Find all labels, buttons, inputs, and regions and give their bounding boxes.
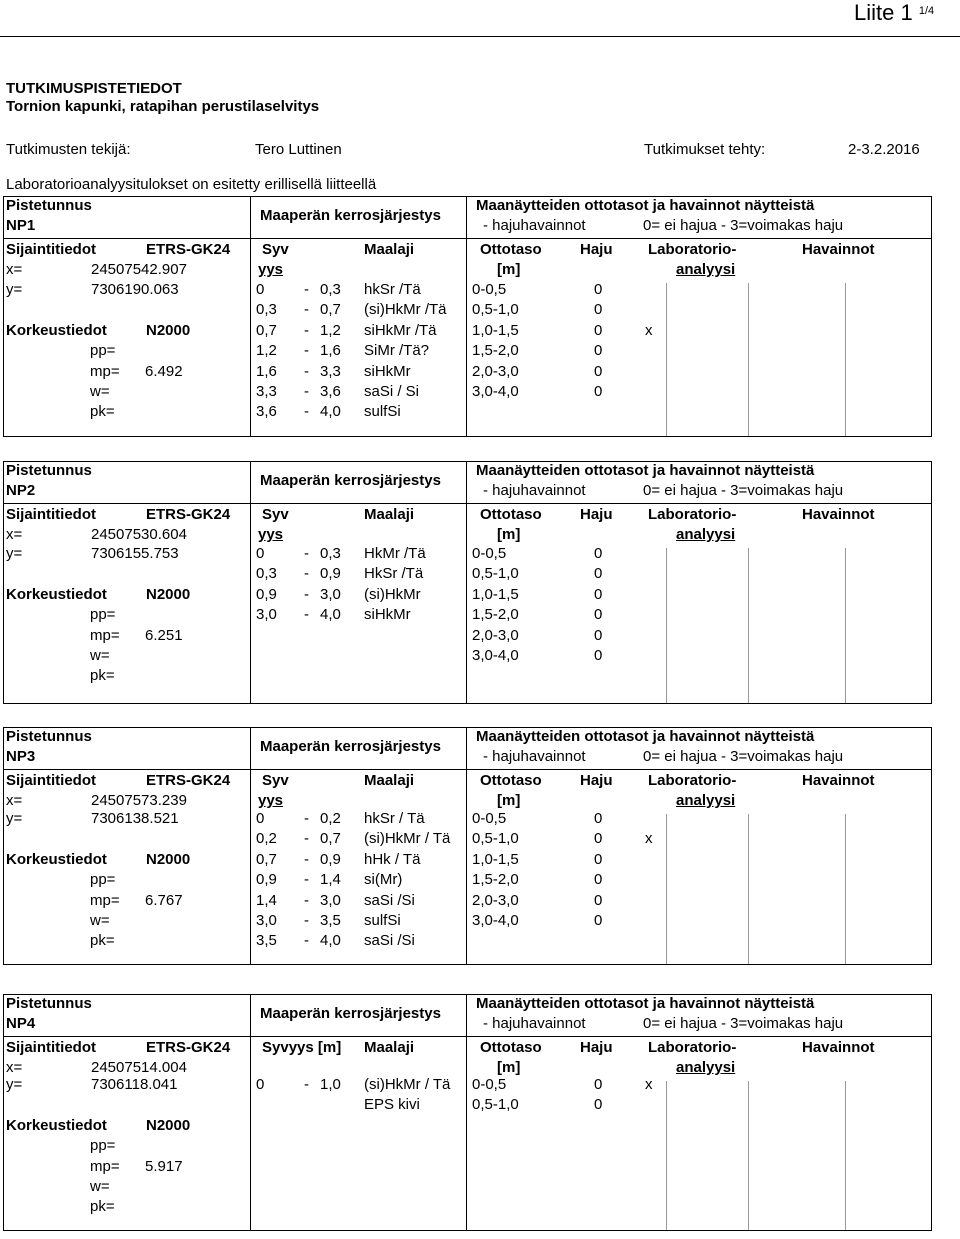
havainnot-heading: Havainnot xyxy=(802,506,875,523)
grid-line xyxy=(748,283,749,436)
korkeustiedot-label: Korkeustiedot xyxy=(6,850,107,868)
header-separator xyxy=(3,238,932,239)
sample-level: 0,5-1,0 xyxy=(472,830,519,848)
sample-level: 0,5-1,0 xyxy=(472,301,519,319)
w-label: w= xyxy=(90,912,110,929)
mp-label: mp= xyxy=(90,891,120,909)
layer-depth-to: 3,6 xyxy=(320,383,341,400)
y-label: y= xyxy=(6,545,23,562)
layer-soil: (si)HkMr xyxy=(364,585,421,603)
layer-dash: - xyxy=(304,545,309,562)
sample-odor: 0 xyxy=(594,850,603,868)
pp-label: pp= xyxy=(90,871,116,889)
w-label: w= xyxy=(90,383,110,400)
havainnot-heading: Havainnot xyxy=(802,772,875,789)
pk-label: pk= xyxy=(90,1198,115,1216)
sijaintitiedot-label: Sijaintitiedot xyxy=(6,506,96,523)
layer-depth-to: 3,5 xyxy=(320,912,341,929)
etrs-label: ETRS-GK24 xyxy=(146,772,231,789)
block-left-border xyxy=(3,727,4,964)
page-number: 1/4 xyxy=(918,5,935,17)
layer-depth-from: 0,7 xyxy=(256,850,277,868)
grid-line xyxy=(748,548,749,703)
layer-soil: siHkMr xyxy=(364,362,411,380)
sample-odor: 0 xyxy=(594,545,603,562)
layer-depth-from: 0 xyxy=(256,810,265,827)
layer-dash: - xyxy=(304,585,309,603)
sample-level: 1,0-1,5 xyxy=(472,585,519,603)
yys-heading: yys xyxy=(258,526,284,543)
maalaji-heading: Maalaji xyxy=(364,1039,415,1056)
layer-depth-to: 1,2 xyxy=(320,321,341,339)
block-right-border xyxy=(931,461,932,703)
m-unit: [m] xyxy=(497,792,521,809)
x-value: 24507573.239 xyxy=(91,792,187,809)
havainnot-heading: Havainnot xyxy=(802,241,875,258)
divider-location xyxy=(250,727,251,964)
hajuhavainnot-label: - hajuhavainnot xyxy=(483,482,586,499)
block-bottom-border xyxy=(3,436,932,437)
layer-dash: - xyxy=(304,810,309,827)
block-left-border xyxy=(3,994,4,1230)
kerrosjarjestys-heading: Maaperän kerrosjärjestys xyxy=(260,1005,441,1022)
pp-label: pp= xyxy=(90,1137,116,1155)
havainnot-heading: Havainnot xyxy=(802,1039,875,1056)
syv-heading: Syv xyxy=(262,772,289,789)
haju-scale: 0= ei hajua - 3=voimakas haju xyxy=(643,1015,844,1032)
sijaintitiedot-label: Sijaintitiedot xyxy=(6,772,96,789)
layer-dash: - xyxy=(304,281,309,298)
y-value: 7306118.041 xyxy=(91,1076,178,1093)
layer-depth-from: 0,7 xyxy=(256,321,277,339)
naytteet-heading: Maanäytteiden ottotasot ja havainnot näytteistä xyxy=(476,728,815,745)
korkeustiedot-label: Korkeustiedot xyxy=(6,1116,107,1134)
etrs-label: ETRS-GK24 xyxy=(146,1039,231,1056)
ottotaso-heading: Ottotaso xyxy=(480,1039,542,1056)
laboratorio-heading: Laboratorio- xyxy=(648,506,737,523)
pp-label: pp= xyxy=(90,342,116,360)
haju-scale: 0= ei hajua - 3=voimakas haju xyxy=(643,217,844,234)
sample-level: 3,0-4,0 xyxy=(472,647,519,664)
pistetunnus-label: Pistetunnus xyxy=(6,197,92,214)
sample-level: 0,5-1,0 xyxy=(472,565,519,583)
layer-depth-to: 0,3 xyxy=(320,281,341,298)
sample-odor: 0 xyxy=(594,912,603,929)
mp-value: 5.917 xyxy=(145,1157,183,1175)
layer-depth-to: 3,0 xyxy=(320,891,341,909)
sample-odor: 0 xyxy=(594,301,603,319)
w-label: w= xyxy=(90,1178,110,1195)
ottotaso-heading: Ottotaso xyxy=(480,506,542,523)
block-left-border xyxy=(3,461,4,703)
layer-depth-to: 0,2 xyxy=(320,810,341,827)
sample-level: 0-0,5 xyxy=(472,810,507,827)
w-label: w= xyxy=(90,647,110,664)
laboratorio-heading: Laboratorio- xyxy=(648,241,737,258)
mp-value: 6.251 xyxy=(145,626,183,644)
layer-depth-to: 3,0 xyxy=(320,585,341,603)
layer-depth-from: 0 xyxy=(256,1076,265,1093)
layer-depth-from: 0,3 xyxy=(256,301,277,319)
haju-heading: Haju xyxy=(580,1039,613,1056)
sample-odor: 0 xyxy=(594,565,603,583)
n2000-label: N2000 xyxy=(146,1116,191,1134)
sample-lab: x xyxy=(645,1076,653,1093)
layer-depth-to: 0,3 xyxy=(320,545,341,562)
layer-soil: hkSr /Tä xyxy=(364,281,421,298)
layer-soil: si(Mr) xyxy=(364,871,403,889)
point-id: NP4 xyxy=(6,1015,36,1032)
analyysi-heading: analyysi xyxy=(676,526,736,543)
x-label: x= xyxy=(6,261,23,278)
divider-location xyxy=(250,196,251,436)
layer-depth-to: 4,0 xyxy=(320,606,341,624)
layer-depth-from: 3,6 xyxy=(256,403,277,421)
y-label: y= xyxy=(6,810,23,827)
layer-dash: - xyxy=(304,606,309,624)
etrs-label: ETRS-GK24 xyxy=(146,506,231,523)
n2000-label: N2000 xyxy=(146,850,191,868)
sample-level: 2,0-3,0 xyxy=(472,626,519,644)
liite-label: Liite 1 $^{1/4}$ xyxy=(854,0,935,25)
doc-subtitle: Tornion kapunki, ratapihan perustilaselvitys xyxy=(6,98,320,115)
sample-odor: 0 xyxy=(594,871,603,889)
hajuhavainnot-label: - hajuhavainnot xyxy=(483,217,586,234)
block-bottom-border xyxy=(3,964,932,965)
tekija-label: Tutkimusten tekijä: xyxy=(6,141,131,158)
yys-heading: yys xyxy=(258,792,284,809)
sample-odor: 0 xyxy=(594,626,603,644)
naytteet-heading: Maanäytteiden ottotasot ja havainnot näytteistä xyxy=(476,197,815,214)
sample-odor: 0 xyxy=(594,321,603,339)
header-separator xyxy=(3,769,932,770)
divider-soil xyxy=(466,727,467,964)
sample-lab: x xyxy=(645,830,653,848)
sample-odor: 0 xyxy=(594,606,603,624)
sample-level: 0,5-1,0 xyxy=(472,1096,519,1114)
y-value: 7306190.063 xyxy=(91,281,179,298)
hajuhavainnot-label: - hajuhavainnot xyxy=(483,1015,586,1032)
layer-dash: - xyxy=(304,1076,309,1093)
layer-soil: sulfSi xyxy=(364,912,401,929)
mp-label: mp= xyxy=(90,626,120,644)
layer-depth-to: 4,0 xyxy=(320,403,341,421)
layer-dash: - xyxy=(304,301,309,319)
kerrosjarjestys-heading: Maaperän kerrosjärjestys xyxy=(260,207,441,224)
header-rule xyxy=(0,36,960,37)
sample-odor: 0 xyxy=(594,362,603,380)
block-left-border xyxy=(3,196,4,436)
layer-dash: - xyxy=(304,342,309,360)
etrs-label: ETRS-GK24 xyxy=(146,241,231,258)
grid-line xyxy=(666,548,667,703)
grid-line xyxy=(666,1081,667,1230)
maalaji-heading: Maalaji xyxy=(364,241,415,258)
layer-dash: - xyxy=(304,912,309,929)
korkeustiedot-label: Korkeustiedot xyxy=(6,321,107,339)
grid-line xyxy=(748,1081,749,1230)
haju-scale: 0= ei hajua - 3=voimakas haju xyxy=(643,748,844,765)
sample-level: 1,5-2,0 xyxy=(472,871,519,889)
mp-label: mp= xyxy=(90,1157,120,1175)
header-separator xyxy=(3,503,932,504)
pk-label: pk= xyxy=(90,667,115,685)
point-id: NP3 xyxy=(6,748,36,765)
layer-soil: sulfSi xyxy=(364,403,401,421)
layer-depth-to: 4,0 xyxy=(320,932,341,950)
layer-soil: HkMr /Tä xyxy=(364,545,426,562)
mp-value: 6.767 xyxy=(145,891,183,909)
sample-odor: 0 xyxy=(594,281,603,298)
naytteet-heading: Maanäytteiden ottotasot ja havainnot näytteistä xyxy=(476,462,815,479)
ottotaso-heading: Ottotaso xyxy=(480,241,542,258)
naytteet-heading: Maanäytteiden ottotasot ja havainnot näytteistä xyxy=(476,995,815,1012)
sample-level: 1,5-2,0 xyxy=(472,606,519,624)
syvyys-heading: Syvyys [m] xyxy=(262,1039,342,1056)
kerrosjarjestys-heading: Maaperän kerrosjärjestys xyxy=(260,472,441,489)
pistetunnus-label: Pistetunnus xyxy=(6,728,92,745)
haju-heading: Haju xyxy=(580,506,613,523)
pistetunnus-label: Pistetunnus xyxy=(6,995,92,1012)
tehty-value: 2-3.2.2016 xyxy=(848,141,920,158)
divider-location xyxy=(250,461,251,703)
sample-level: 1,0-1,5 xyxy=(472,321,519,339)
layer-depth-from: 0,3 xyxy=(256,565,277,583)
analyysi-heading: analyysi xyxy=(676,792,736,809)
tehty-label: Tutkimukset tehty: xyxy=(644,141,766,158)
haju-heading: Haju xyxy=(580,241,613,258)
layer-depth-from: 3,0 xyxy=(256,606,277,624)
layer-depth-to: 1,0 xyxy=(320,1076,341,1093)
layer-soil: saSi /Si xyxy=(364,932,415,950)
grid-line xyxy=(845,814,846,964)
mp-value: 6.492 xyxy=(145,362,183,380)
sample-odor: 0 xyxy=(594,830,603,848)
divider-location xyxy=(250,994,251,1230)
layer-depth-to: 0,7 xyxy=(320,301,341,319)
layer-dash: - xyxy=(304,871,309,889)
yys-heading: yys xyxy=(258,261,284,278)
divider-soil xyxy=(466,196,467,436)
ottotaso-heading: Ottotaso xyxy=(480,772,542,789)
layer-soil: hkSr / Tä xyxy=(364,810,425,827)
pk-label: pk= xyxy=(90,403,115,421)
hajuhavainnot-label: - hajuhavainnot xyxy=(483,748,586,765)
grid-line xyxy=(748,814,749,964)
x-value: 24507514.004 xyxy=(91,1059,187,1076)
layer-depth-from: 1,2 xyxy=(256,342,277,360)
point-id: NP1 xyxy=(6,217,36,234)
layer-depth-to: 0,7 xyxy=(320,830,341,848)
sample-level: 3,0-4,0 xyxy=(472,912,519,929)
layer-dash: - xyxy=(304,565,309,583)
pistetunnus-label: Pistetunnus xyxy=(6,462,92,479)
layer-depth-to: 3,3 xyxy=(320,362,341,380)
layer-depth-from: 3,0 xyxy=(256,912,277,929)
x-label: x= xyxy=(6,792,23,809)
layer-depth-from: 3,5 xyxy=(256,932,277,950)
layer-soil: EPS kivi xyxy=(364,1096,420,1114)
y-label: y= xyxy=(6,1076,23,1093)
doc-title: TUTKIMUSPISTETIEDOT xyxy=(6,80,182,97)
grid-line xyxy=(845,1081,846,1230)
n2000-label: N2000 xyxy=(146,321,191,339)
y-value: 7306138.521 xyxy=(91,810,179,827)
lab-note: Laboratorioanalyysitulokset on esitetty erillisellä liitteellä xyxy=(6,176,377,193)
layer-depth-to: 0,9 xyxy=(320,850,341,868)
sijaintitiedot-label: Sijaintitiedot xyxy=(6,241,96,258)
sample-odor: 0 xyxy=(594,342,603,360)
layer-dash: - xyxy=(304,830,309,848)
sample-odor: 0 xyxy=(594,1076,603,1093)
layer-dash: - xyxy=(304,321,309,339)
m-unit: [m] xyxy=(497,1059,521,1076)
sample-level: 1,5-2,0 xyxy=(472,342,519,360)
layer-soil: saSi /Si xyxy=(364,891,415,909)
n2000-label: N2000 xyxy=(146,585,191,603)
divider-soil xyxy=(466,994,467,1230)
header-separator xyxy=(3,1036,932,1037)
layer-dash: - xyxy=(304,932,309,950)
laboratorio-heading: Laboratorio- xyxy=(648,1039,737,1056)
layer-dash: - xyxy=(304,850,309,868)
tekija-value: Tero Luttinen xyxy=(255,141,342,158)
m-unit: [m] xyxy=(497,261,521,278)
analyysi-heading: analyysi xyxy=(676,1059,736,1076)
divider-soil xyxy=(466,461,467,703)
sample-odor: 0 xyxy=(594,1096,603,1114)
layer-soil: (si)HkMr / Tä xyxy=(364,1076,451,1093)
syv-heading: Syv xyxy=(262,506,289,523)
sample-level: 1,0-1,5 xyxy=(472,850,519,868)
layer-depth-from: 0,9 xyxy=(256,585,277,603)
layer-depth-to: 1,6 xyxy=(320,342,341,360)
layer-soil: siHkMr /Tä xyxy=(364,321,437,339)
layer-dash: - xyxy=(304,891,309,909)
y-value: 7306155.753 xyxy=(91,545,179,562)
sample-level: 0-0,5 xyxy=(472,1076,507,1093)
block-bottom-border xyxy=(3,703,932,704)
mp-label: mp= xyxy=(90,362,120,380)
layer-dash: - xyxy=(304,362,309,380)
block-right-border xyxy=(931,196,932,436)
layer-depth-from: 0 xyxy=(256,545,265,562)
layer-depth-from: 0,9 xyxy=(256,871,277,889)
maalaji-heading: Maalaji xyxy=(364,772,415,789)
layer-depth-from: 3,3 xyxy=(256,383,277,400)
sample-odor: 0 xyxy=(594,383,603,400)
x-label: x= xyxy=(6,526,23,543)
haju-scale: 0= ei hajua - 3=voimakas haju xyxy=(643,482,844,499)
sample-level: 0-0,5 xyxy=(472,281,507,298)
grid-line xyxy=(845,548,846,703)
layer-soil: hHk / Tä xyxy=(364,850,421,868)
point-id: NP2 xyxy=(6,482,36,499)
layer-soil: siHkMr xyxy=(364,606,411,624)
y-label: y= xyxy=(6,281,23,298)
sijaintitiedot-label: Sijaintitiedot xyxy=(6,1039,96,1056)
layer-dash: - xyxy=(304,403,309,421)
sample-level: 3,0-4,0 xyxy=(472,383,519,400)
sample-lab: x xyxy=(645,321,653,339)
pp-label: pp= xyxy=(90,606,116,624)
sample-odor: 0 xyxy=(594,647,603,664)
m-unit: [m] xyxy=(497,526,521,543)
layer-soil: (si)HkMr /Tä xyxy=(364,301,447,319)
layer-depth-from: 0,2 xyxy=(256,830,277,848)
layer-soil: (si)HkMr / Tä xyxy=(364,830,451,848)
layer-soil: SiMr /Tä? xyxy=(364,342,430,360)
grid-line xyxy=(666,283,667,436)
layer-depth-to: 1,4 xyxy=(320,871,341,889)
layer-depth-to: 0,9 xyxy=(320,565,341,583)
kerrosjarjestys-heading: Maaperän kerrosjärjestys xyxy=(260,738,441,755)
block-bottom-border xyxy=(3,1230,932,1231)
sample-level: 0-0,5 xyxy=(472,545,507,562)
block-right-border xyxy=(931,727,932,964)
analyysi-heading: analyysi xyxy=(676,261,736,278)
grid-line xyxy=(845,283,846,436)
sample-odor: 0 xyxy=(594,891,603,909)
grid-line xyxy=(666,814,667,964)
maalaji-heading: Maalaji xyxy=(364,506,415,523)
sample-odor: 0 xyxy=(594,585,603,603)
haju-heading: Haju xyxy=(580,772,613,789)
layer-depth-from: 0 xyxy=(256,281,265,298)
korkeustiedot-label: Korkeustiedot xyxy=(6,585,107,603)
x-label: x= xyxy=(6,1059,23,1076)
x-value: 24507542.907 xyxy=(91,261,187,278)
x-value: 24507530.604 xyxy=(91,526,187,543)
layer-dash: - xyxy=(304,383,309,400)
syv-heading: Syv xyxy=(262,241,289,258)
layer-depth-from: 1,6 xyxy=(256,362,277,380)
layer-depth-from: 1,4 xyxy=(256,891,277,909)
sample-odor: 0 xyxy=(594,810,603,827)
layer-soil: saSi / Si xyxy=(364,383,420,400)
sample-level: 2,0-3,0 xyxy=(472,891,519,909)
pk-label: pk= xyxy=(90,932,115,950)
block-right-border xyxy=(931,994,932,1230)
laboratorio-heading: Laboratorio- xyxy=(648,772,737,789)
layer-soil: HkSr /Tä xyxy=(364,565,424,583)
sample-level: 2,0-3,0 xyxy=(472,362,519,380)
